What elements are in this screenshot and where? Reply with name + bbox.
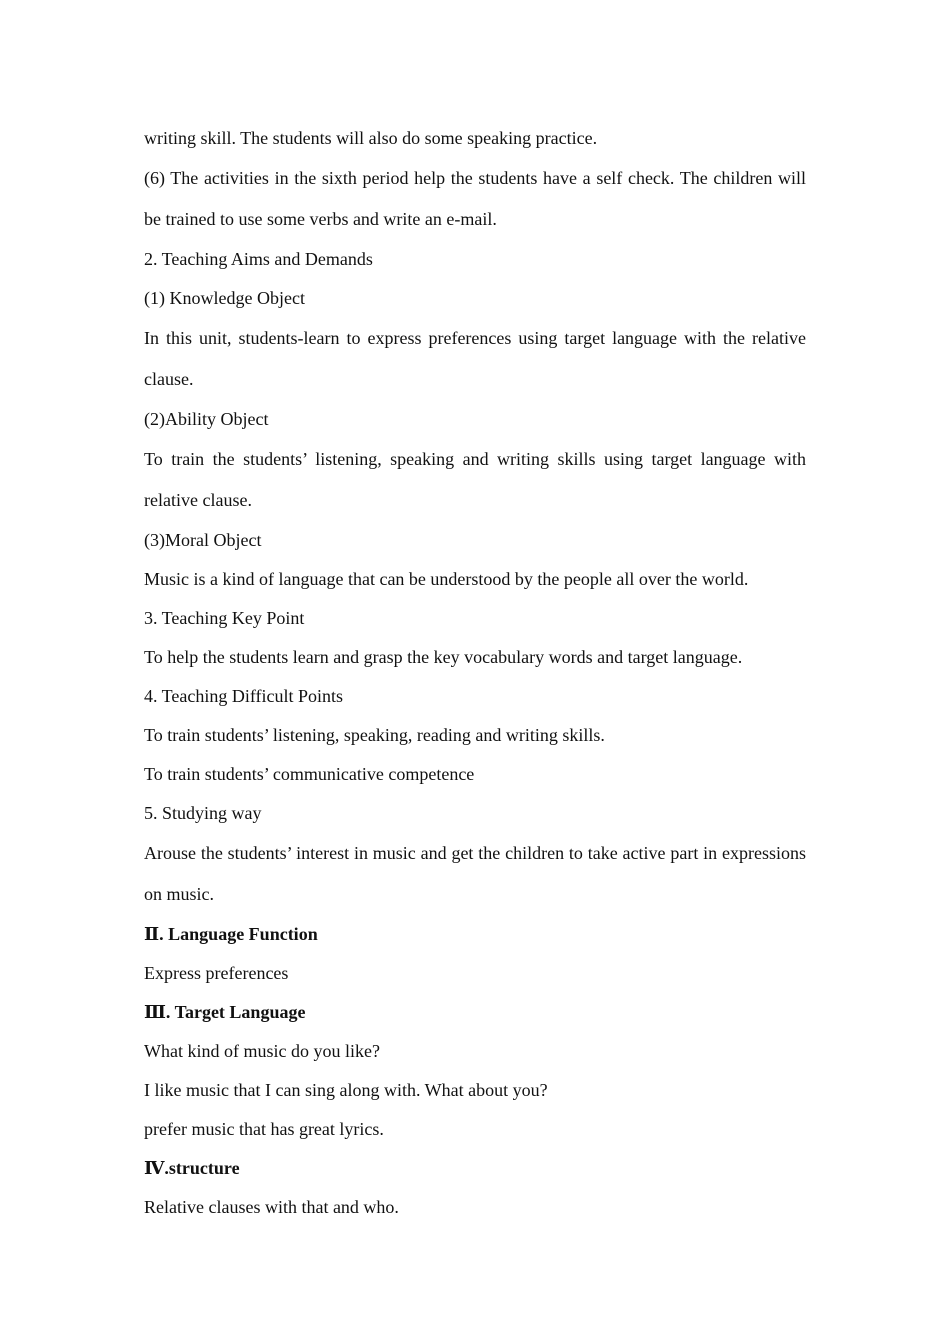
text-line: To train students’ listening, speaking, reading and writing skills. xyxy=(144,725,605,745)
heading-language-function: Ⅱ. Language Function xyxy=(144,924,318,944)
text-line: What kind of music do you like? xyxy=(144,1041,380,1061)
text-line: writing skill. The students will also do some speaking practice. xyxy=(144,128,598,148)
paragraph-studying-way xyxy=(144,833,806,915)
text-line: prefer music that has great lyrics. xyxy=(144,1119,384,1139)
section-heading-key-point: 3. Teaching Key Point xyxy=(144,608,305,628)
heading-structure: Ⅳ.structure xyxy=(144,1158,240,1178)
section-heading-studying-way: 5. Studying way xyxy=(144,803,262,823)
heading-target-language: Ⅲ. Target Language xyxy=(144,1002,306,1022)
paragraph-text: In this unit, students-learn to express preferences using target language with the relative clause. xyxy=(144,328,806,389)
subheading-knowledge-object: (1) Knowledge Object xyxy=(144,288,305,308)
section-heading-difficult-points: 4. Teaching Difficult Points xyxy=(144,686,344,706)
text-line: I like music that I can sing along with. What about you? xyxy=(144,1080,548,1100)
text-line: Music is a kind of language that can be understood by the people all over the world. xyxy=(144,569,749,589)
paragraph-sixth-period xyxy=(144,158,806,240)
subheading-ability-object: (2)Ability Object xyxy=(144,409,269,429)
paragraph-text: To train the students’ listening, speaking and writing skills using target language with relative clause. xyxy=(144,449,806,510)
text-line: To help the students learn and grasp the key vocabulary words and target language. xyxy=(144,647,743,667)
paragraph-ability xyxy=(144,439,806,521)
text-line: To train students’ communicative competence xyxy=(144,764,475,784)
paragraph-text: (6) The activities in the sixth period help the students have a self check. The children will be trained to use some verbs and write an e-mail. xyxy=(144,168,806,229)
subheading-moral-object: (3)Moral Object xyxy=(144,530,262,550)
document-page xyxy=(144,119,806,1227)
text-line: Relative clauses with that and who. xyxy=(144,1197,399,1217)
text-line: Express preferences xyxy=(144,963,289,983)
paragraph-text: Arouse the students’ interest in music and get the children to take active part in expressions on music. xyxy=(144,843,806,904)
paragraph-knowledge xyxy=(144,318,806,400)
section-heading-aims: 2. Teaching Aims and Demands xyxy=(144,249,373,269)
